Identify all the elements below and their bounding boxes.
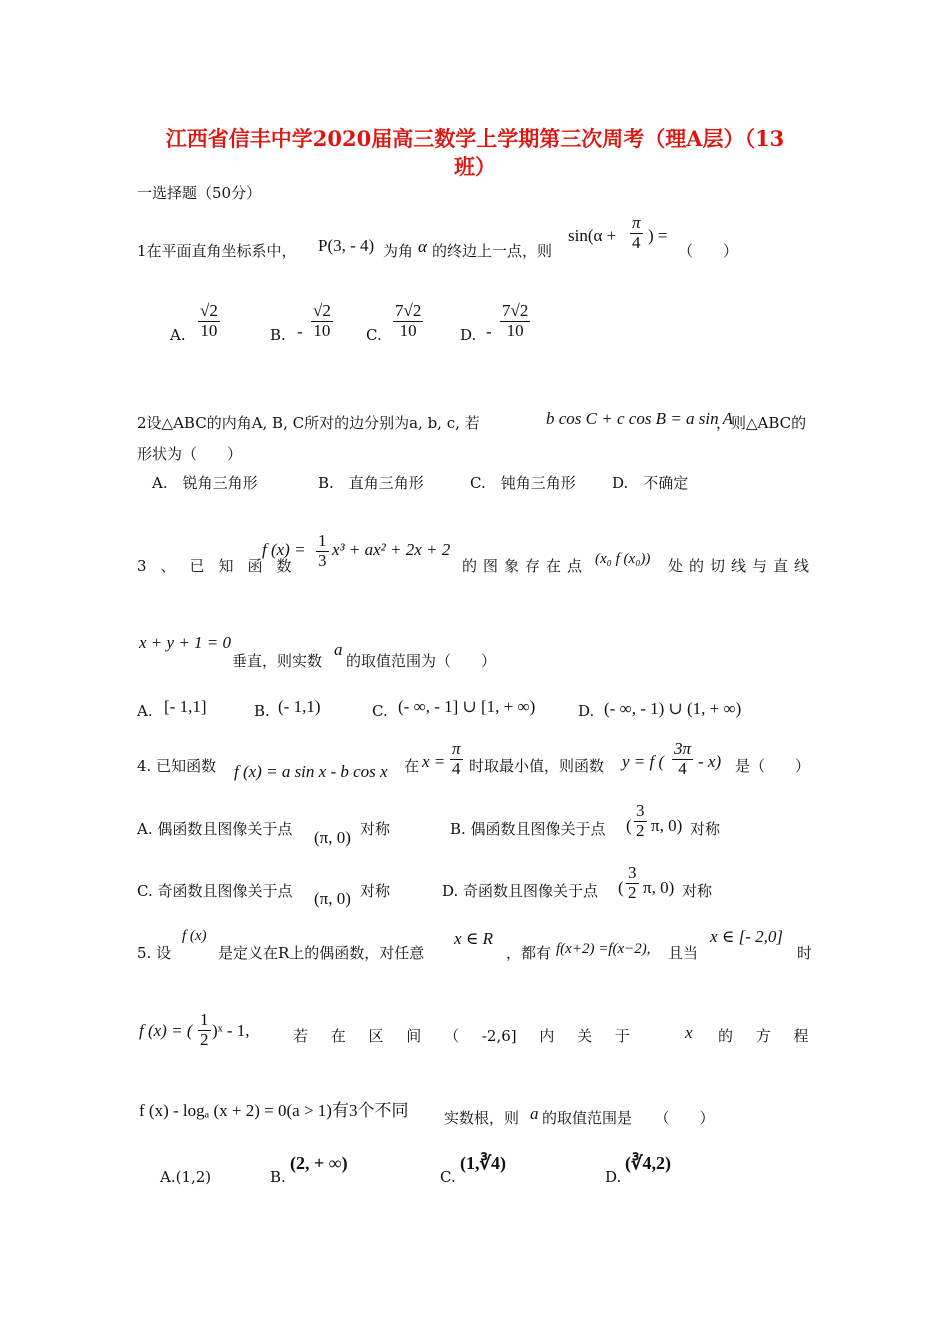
q2-line1: 2设△ABC的内角A, B, C所对的边分别为a, b, c, 若: [137, 414, 480, 432]
q3-frac-den: 3: [318, 550, 327, 570]
q5-l2-x: x: [685, 1023, 693, 1042]
q4-opt-c-tail: 对称: [360, 882, 391, 900]
q5-opt-d-label: D.: [605, 1168, 622, 1186]
q5-l2-frac: [198, 1011, 211, 1049]
q1-mid: 为角: [383, 242, 414, 260]
q5-l2-frac-den: 2: [200, 1029, 209, 1049]
q5-interval: x ∈ [- 2,0]: [710, 927, 784, 946]
q4-opt-d-frac: [626, 864, 639, 902]
q4-opt-d-tail: 对称: [682, 882, 713, 900]
q4-y: y = f (: [622, 752, 665, 771]
q1-post: 的终边上一点，则: [432, 242, 553, 260]
q4-pre: 4. 已知函数: [137, 757, 217, 775]
q5-opt-c-label: C.: [440, 1168, 456, 1186]
q2-formula: b cos C + c cos B = a sin A: [546, 409, 733, 428]
q1-opt-d: [500, 302, 530, 340]
q4-opt-c-text: C. 奇函数且图像关于点: [137, 882, 293, 900]
q1-opt-a: [198, 302, 220, 340]
q3-opt-b: (- 1,1): [278, 697, 321, 716]
q4-opt-d-text: D. 奇函数且图像关于点: [442, 882, 599, 900]
q5-rel: f(x+2) =f(x−2),: [556, 941, 651, 957]
q5-l2-frac-num: 1: [200, 1010, 209, 1029]
q1-opt-b: [311, 302, 333, 340]
q4-opt-b-tail: 对称: [690, 820, 721, 838]
q4-post: 是（ ）: [735, 757, 811, 775]
q1-opt-a-den: 10: [200, 320, 218, 340]
q1-frac-den: 4: [632, 232, 641, 252]
q1-frac: [630, 214, 643, 252]
q2-tail: ，则△ABC的: [716, 414, 807, 432]
q1-opt-a-num: √2: [200, 301, 218, 320]
q4-opt-b-text: B. 偶函数且图像关于点: [450, 820, 606, 838]
q4-opt-d-frac-den: 2: [628, 882, 637, 902]
q3-point: (x₀ f (x₀)): [595, 551, 651, 567]
q5-l3-tail: 的取值范围是 （ ）: [542, 1109, 715, 1127]
q3-pre: 3、已知函数: [137, 557, 306, 575]
q1-sin-pre: sin(α +: [568, 226, 617, 245]
q5-fx: f (x): [182, 928, 207, 944]
q5-opt-d: (∛4,2): [625, 1153, 671, 1173]
q1-frac-num: π: [632, 213, 641, 232]
q5-xr: x ∈ R: [454, 929, 494, 948]
q4-opt-d-point: π, 0): [643, 878, 675, 897]
q1-opt-b-num: √2: [313, 301, 331, 320]
q1-opt-d-sign: -: [486, 322, 492, 341]
q3-f: f (x) =: [262, 540, 306, 559]
q5-l3-math: f (x) - logₐ (x + 2) = 0(a > 1)有3个不同: [139, 1101, 409, 1120]
q3-post: 处的切线与直线: [668, 557, 816, 575]
q4-frac2: [672, 740, 693, 778]
q4-at: 在: [404, 757, 420, 775]
q4-opt-c-point: (π, 0): [314, 889, 351, 908]
q1-opt-c: [393, 302, 423, 340]
q1-paren: （ ）: [678, 242, 739, 260]
q4-opt-b-frac: [634, 802, 647, 840]
q1-opt-b-sign: -: [297, 322, 303, 341]
q2-line2: 形状为（ ）: [137, 445, 243, 463]
q3-line2-text: 垂直，则实数: [232, 652, 323, 670]
q5-when: 时: [797, 944, 813, 962]
q4-f: f (x) = a sin x - b cos x: [234, 762, 388, 781]
q1-opt-b-label: B.: [270, 326, 286, 344]
page-title-cont: 班）: [454, 154, 496, 179]
q5-l2-f: f (x) = (: [139, 1021, 193, 1040]
q4-opt-a-text: A. 偶函数且图像关于点: [137, 820, 293, 838]
q3-opt-d: (- ∞, - 1) ∪ (1, + ∞): [604, 699, 742, 718]
q5-opt-a: A.(1,2): [160, 1168, 212, 1186]
q5-l2-tail: 的 方 程: [718, 1027, 809, 1045]
q4-opt-b-frac-den: 2: [636, 820, 645, 840]
q2-opt-d: D. 不确定: [612, 474, 689, 492]
q1-opt-c-den: 10: [399, 320, 417, 340]
q3-rest: x³ + ax² + 2x + 2: [332, 540, 451, 559]
q5-l2-rest: )ˣ - 1,: [212, 1021, 250, 1040]
q1-opt-d-den: 10: [506, 320, 524, 340]
q5-l3-text: 实数根，则: [444, 1109, 520, 1127]
section-heading: 一选择题（50分）: [137, 184, 262, 202]
q4-frac1-den: 4: [452, 758, 461, 778]
q1-opt-b-den: 10: [313, 320, 331, 340]
q4-opt-a-tail: 对称: [360, 820, 391, 838]
q5-opt-b: (2, + ∞): [290, 1153, 348, 1173]
q3-mid: 的图象存在点: [462, 557, 589, 575]
q1-opt-d-label: D.: [460, 326, 477, 344]
q5-mid1: 是定义在R上的偶函数，对任意: [218, 944, 425, 962]
q3-line2-math: x + y + 1 = 0: [139, 633, 232, 652]
q3-opt-d-label: D.: [578, 702, 595, 720]
q5-mid2: ，都有: [506, 944, 552, 962]
q1-pre: 1在平面直角坐标系中，: [137, 242, 297, 260]
q2-opt-c: C. 钝角三角形: [470, 474, 576, 492]
q1-point: P(3, - 4): [318, 236, 375, 255]
q4-frac2-den: 4: [678, 758, 687, 778]
q5-l3-a: a: [530, 1104, 539, 1123]
q4-minus-x: - x): [698, 752, 722, 771]
q1-opt-c-num: 7√2: [395, 301, 422, 320]
q3-line2-tail: 的取值范围为（ ）: [346, 652, 497, 670]
q5-opt-b-label: B.: [270, 1168, 286, 1186]
q4-opt-b-point: π, 0): [651, 816, 683, 835]
q3-frac: [316, 532, 329, 570]
q1-opt-a-label: A.: [170, 326, 186, 344]
q2-opt-b: B. 直角三角形: [318, 474, 424, 492]
q5-mid3: 且当: [668, 944, 699, 962]
q3-opt-b-label: B.: [254, 702, 270, 720]
q4-opt-d-open: (: [618, 878, 624, 897]
q3-frac-num: 1: [318, 531, 327, 550]
q3-var-a: a: [334, 640, 343, 659]
q4-opt-b-open: (: [626, 816, 632, 835]
q3-opt-c: (- ∞, - 1] ∪ [1, + ∞): [398, 697, 536, 716]
q5-pre: 5. 设: [137, 944, 172, 962]
q3-opt-a-label: A.: [137, 702, 153, 720]
q1-opt-d-num: 7√2: [502, 301, 529, 320]
q1-sin-post: ) =: [648, 226, 668, 245]
q2-opt-a: A. 锐角三角形: [152, 474, 258, 492]
q4-opt-b-frac-num: 3: [636, 801, 645, 820]
q1-alpha: α: [418, 237, 427, 256]
page-title: 江西省信丰中学2020届高三数学上学期第三次周考（理A层）（13: [165, 126, 785, 151]
q3-opt-c-label: C.: [372, 702, 388, 720]
q5-l2-text: 若 在 区 间 （ -2,6] 内 关 于: [293, 1027, 630, 1045]
q4-mid: 时取最小值，则函数: [469, 757, 605, 775]
q4-frac2-num: 3π: [674, 739, 692, 758]
q4-opt-d-frac-num: 3: [628, 863, 637, 882]
q4-x-eq: x =: [422, 752, 446, 771]
q4-frac1: [450, 740, 463, 778]
q5-opt-c: (1,∛4): [460, 1153, 506, 1173]
q4-opt-a-point: (π, 0): [314, 828, 351, 847]
q1-opt-c-label: C.: [366, 326, 382, 344]
q3-opt-a: [- 1,1]: [164, 697, 207, 716]
q4-frac1-num: π: [452, 739, 461, 758]
